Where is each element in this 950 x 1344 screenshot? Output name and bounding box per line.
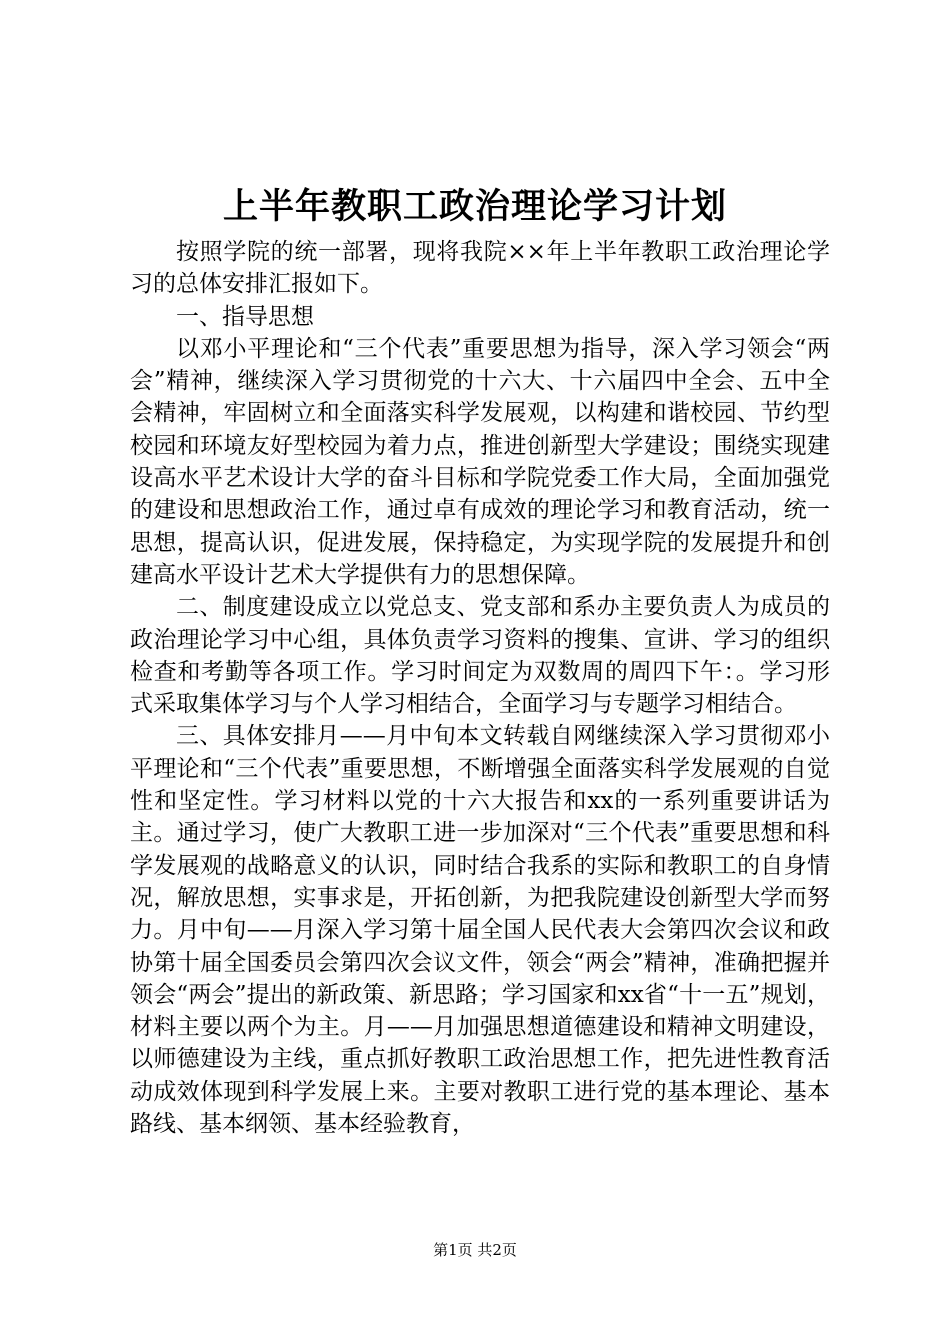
page-number-footer: 第1页 共2页 — [433, 1241, 517, 1259]
paragraph-intro: 按照学院的统一部署，现将我院××年上半年教职工政治理论学习的总体安排汇报如下。 — [130, 239, 830, 298]
section-heading-guiding-ideology: 一、指导思想 — [176, 303, 314, 330]
paragraph-specific-arrangement: 三、具体安排月——月中旬本文转载自网继续深入学习贯彻邓小平理论和“三个代表”重要思想，不断增强全面落实科学发展观的自觉性和坚定性。学习材料以党的十六大报告和xx的一系列重要讲话为主。通过学习，使广大教职工进一步加深对“三个代表”重要思想和科学发展观的战略意义的认识，同时结合我系的实际和教职工的自身情况，解放思想，实事求是，开拓创新，为把我院建设创新型大学而努力。月中旬——月深入学习第十届全国人民代表大会第四次会议和政协第十届全国委员会第四次会议文件，领会“两会”精神，准确把握并领会“两会”提出的新政策、新思路；学习国家和xx省“十一五”规划，材料主要以两个为主。月——月加强思想道德建设和精神文明建设，以师德建设为主线，重点抓好教职工政治思想工作，把先进性教育活动成效体现到科学发展上来。主要对教职工进行党的基本理论、基本路线、基本纲领、基本经验教育， — [130, 723, 830, 1138]
paragraph-system-building: 二、制度建设成立以党总支、党支部和系办主要负责人为成员的政治理论学习中心组，具体负责学习资料的搜集、宣讲、学习的组织检查和考勤等各项工作。学习时间定为双数周的周四下午：。学习形式采取集体学习与个人学习相结合，全面学习与专题学习相结合。 — [130, 594, 830, 718]
document-title: 上半年教职工政治理论学习计划 — [222, 186, 727, 227]
document-body — [130, 236, 830, 1140]
paragraph-guiding-ideology: 以邓小平理论和“三个代表”重要思想为指导，深入学习领会“两会”精神，继续深入学习贯彻党的十六大、十六届四中全会、五中全会精神，牢固树立和全面落实科学发展观，以构建和谐校园、节约型校园和环境友好型校园为着力点，推进创新型大学建设；围绕实现建设高水平艺术设计大学的奋斗目标和学院党委工作大局，全面加强党的建设和思想政治工作，通过卓有成效的理论学习和教育活动，统一思想，提高认识，促进发展，保持稳定，为实现学院的发展提升和创建高水平设计艺术大学提供有力的思想保障。 — [130, 335, 830, 588]
